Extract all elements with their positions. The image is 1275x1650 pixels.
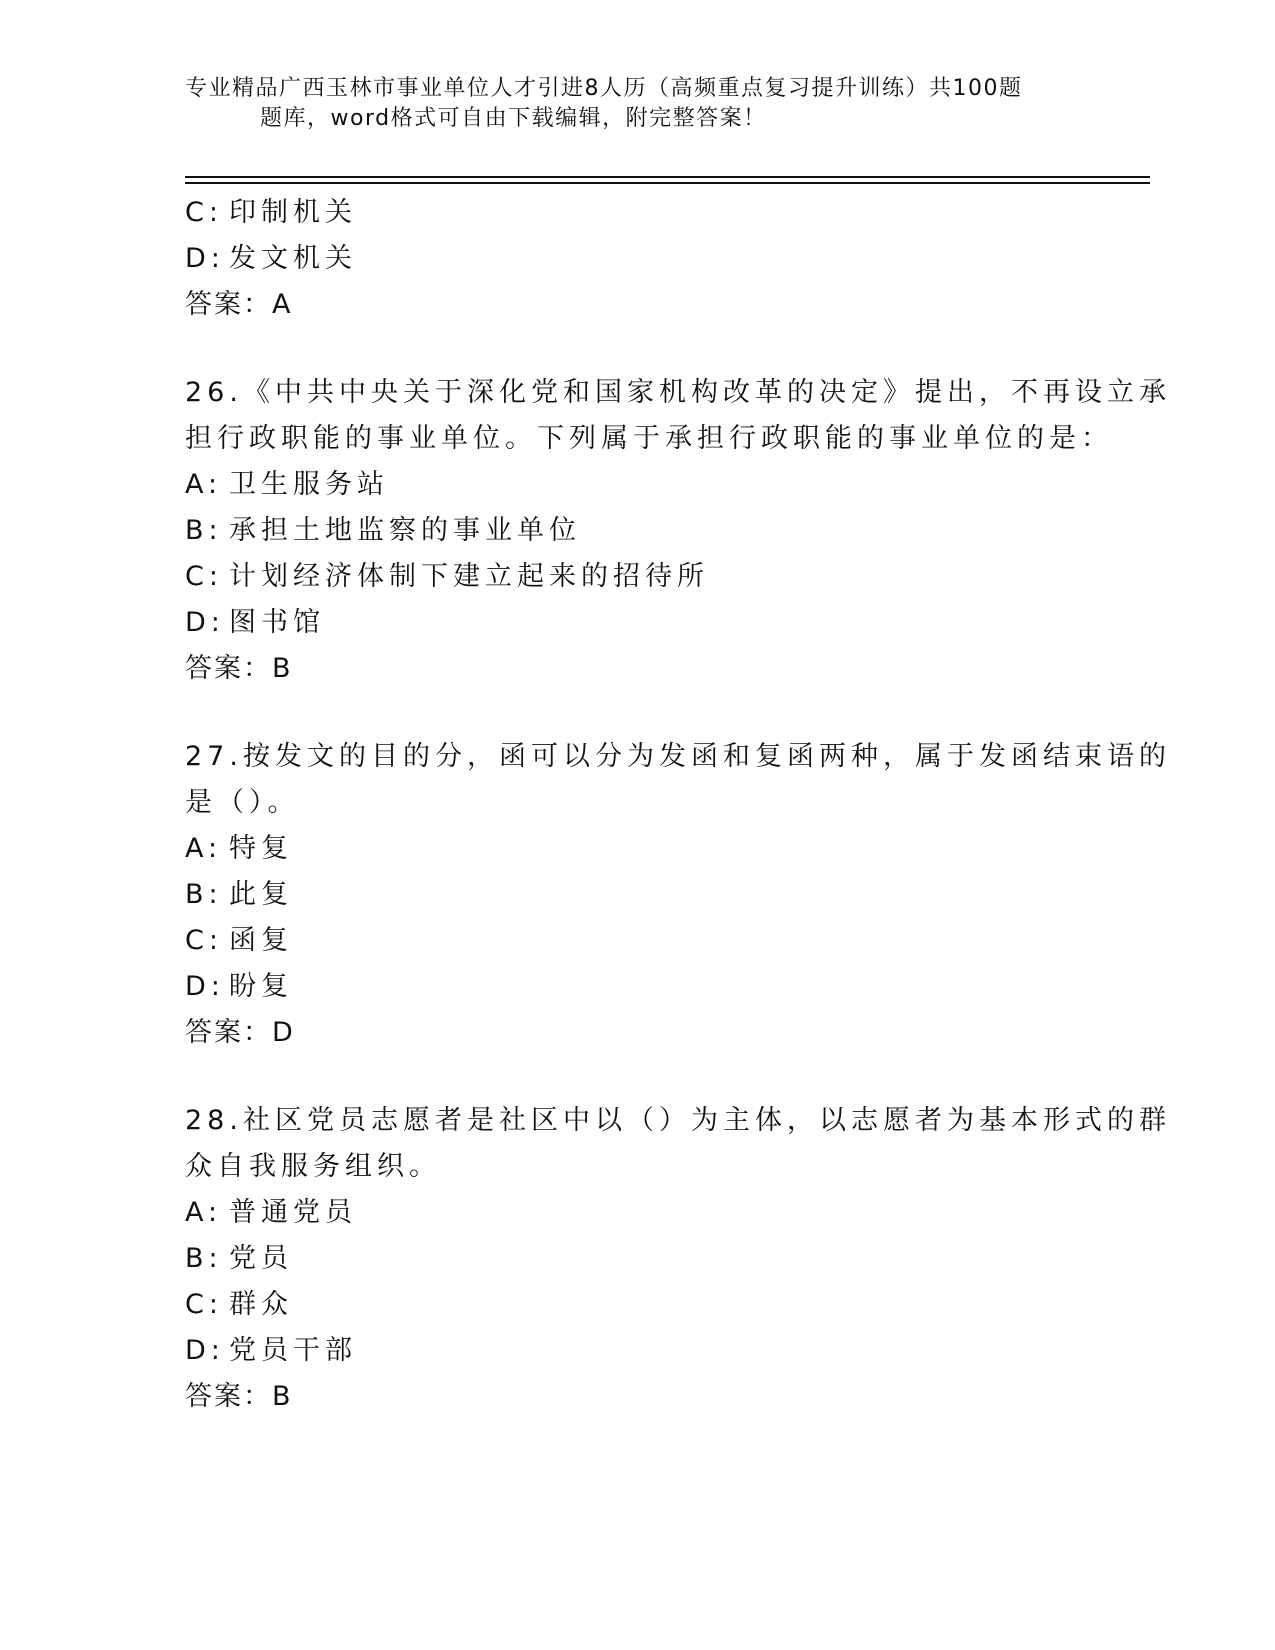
question-stem-line-2: 担行政职能的事业单位。下列属于承担行政职能的事业单位的是： xyxy=(185,423,1113,454)
option-letter: C: xyxy=(185,197,223,228)
answer-line: 答案：D xyxy=(185,1017,295,1048)
spacer xyxy=(185,692,1085,734)
header-title-line-1: 专业精品广西玉林市事业单位人才引进8人历（高频重点复习提升训练）共100题 xyxy=(185,76,1023,101)
question-27 xyxy=(185,734,1171,1056)
answer-line: 答案：B xyxy=(185,653,293,684)
carryover-block xyxy=(185,190,1085,328)
option-a xyxy=(185,462,1085,508)
option-text: 党员干部 xyxy=(229,1335,357,1366)
option-letter: B: xyxy=(185,515,223,546)
option-letter: A: xyxy=(185,1197,223,1228)
option-text: 卫生服务站 xyxy=(229,469,389,500)
option-text: 群众 xyxy=(229,1289,293,1320)
question-stem-line-1: 28.社区党员志愿者是社区中以（）为主体，以志愿者为基本形式的群 xyxy=(185,1105,1171,1136)
spacer xyxy=(185,328,1085,370)
option-d xyxy=(185,1328,1085,1374)
option-text: 印制机关 xyxy=(229,197,357,228)
option-letter: D: xyxy=(185,607,225,638)
option-letter: B: xyxy=(185,879,223,910)
option-letter: D: xyxy=(185,1335,225,1366)
option-c xyxy=(185,190,1085,236)
option-b xyxy=(185,508,1085,554)
question-26 xyxy=(185,370,1171,692)
header-divider-top xyxy=(185,176,1150,178)
header-title-line-2: 题库，word格式可自由下载编辑，附完整答案！ xyxy=(260,106,767,131)
question-stem-line-2: 是（）。 xyxy=(185,787,300,818)
option-text: 图书馆 xyxy=(229,607,325,638)
option-c xyxy=(185,554,1085,600)
spacer xyxy=(185,1056,1085,1098)
option-letter: D: xyxy=(185,243,225,274)
option-letter: B: xyxy=(185,1243,223,1274)
question-stem-line-2: 众自我服务组织。 xyxy=(185,1151,441,1182)
question-28 xyxy=(185,1098,1171,1420)
option-c xyxy=(185,918,1085,964)
option-text: 函复 xyxy=(229,925,293,956)
option-text: 特复 xyxy=(229,833,293,864)
option-c xyxy=(185,1282,1085,1328)
option-text: 党员 xyxy=(229,1243,293,1274)
option-a xyxy=(185,826,1085,872)
option-d xyxy=(185,236,1085,282)
option-letter: A: xyxy=(185,833,223,864)
option-letter: C: xyxy=(185,1289,223,1320)
question-content xyxy=(185,190,1171,1420)
option-a xyxy=(185,1190,1085,1236)
document-header xyxy=(185,74,1090,134)
option-text: 此复 xyxy=(229,879,293,910)
answer-line: 答案：B xyxy=(185,1381,293,1412)
option-text: 盼复 xyxy=(229,971,293,1002)
option-text: 普通党员 xyxy=(229,1197,357,1228)
option-text: 承担土地监察的事业单位 xyxy=(229,515,581,546)
option-letter: D: xyxy=(185,971,225,1002)
option-text: 发文机关 xyxy=(229,243,357,274)
option-letter: A: xyxy=(185,469,223,500)
header-divider-bottom xyxy=(185,182,1150,184)
option-b xyxy=(185,872,1085,918)
option-d xyxy=(185,600,1085,646)
option-text: 计划经济体制下建立起来的招待所 xyxy=(229,561,709,592)
option-letter: C: xyxy=(185,561,223,592)
option-d xyxy=(185,964,1085,1010)
question-stem-line-1: 27.按发文的目的分，函可以分为发函和复函两种，属于发函结束语的 xyxy=(185,741,1171,772)
question-stem-line-1: 26.《中共中央关于深化党和国家机构改革的决定》提出，不再设立承 xyxy=(185,377,1171,408)
option-letter: C: xyxy=(185,925,223,956)
answer-line: 答案：A xyxy=(185,289,293,320)
option-b xyxy=(185,1236,1085,1282)
